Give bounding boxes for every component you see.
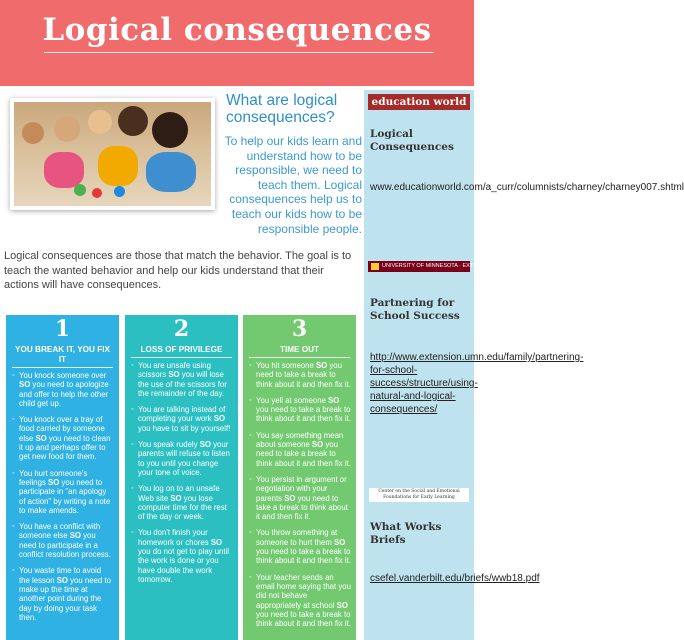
link-csefel-brief[interactable]: csefel.vanderbilt.edu/briefs/wwb18.pdf: [370, 573, 540, 584]
sidebar-heading-logical-consequences: Logical Consequences: [370, 128, 454, 153]
umn-m-icon: [371, 263, 379, 270]
list-item: ◦ You knock someone over SO you need to apologize and offer to help the other child get up.: [13, 371, 114, 408]
intro-paragraph: Logical consequences are those that match the behavior. The goal is to teach the wanted behavior and help our kids understand that their actions will have consequences.: [4, 250, 352, 291]
children-photo: [10, 98, 215, 210]
column-number: 3: [291, 316, 308, 342]
sidebar-heading-what-works: What Works Briefs: [370, 521, 442, 546]
list-item: ◦ You yell at someone SO you need to take a break to think about it and then fix it.: [250, 396, 351, 424]
list-item: ◦ You persist in argument or negotiation with your parents SO you need to take a break to think about it and then fix it.: [250, 475, 351, 521]
list-item: ◦ You have a conflict with someone else SO you need to participate in a conflict resolution process.: [13, 522, 114, 559]
column-number: 1: [54, 316, 71, 342]
column-time-out: [243, 315, 356, 640]
list-item: ◦ You knock over a tray of food carried by someone else SO you need to clean it up and perhaps offer to get new food for them.: [13, 415, 114, 461]
list-item: ◦ You are talking instead of completing your work SO you have to sit by yourself!: [132, 405, 233, 433]
page-title: Logical consequences: [42, 12, 432, 48]
list-item: ◦ You waste time to avoid the lesson SO you need to make up the time at another point during the day by doing your task then.: [13, 566, 114, 622]
list-item: ◦ You say something mean about someone SO you need to take a break to think about it and then fix it.: [250, 431, 351, 468]
column-list: [243, 361, 356, 628]
umn-extension-logo: UNIVERSITY OF MINNESOTA · EXTENSION: [368, 261, 470, 272]
photo-children-playing: [14, 102, 211, 206]
column-heading: TIME OUT: [249, 345, 350, 358]
header-banner: [0, 0, 474, 86]
column-heading: LOSS OF PRIVILEGE: [131, 345, 232, 358]
column-number: 2: [173, 316, 190, 342]
column-loss-of-privilege: [125, 315, 238, 640]
list-item: ◦ You are unsafe using scissors SO you will lose the use of the scissors for the remainder of the day.: [132, 361, 233, 398]
column-heading: YOU BREAK IT, YOU FIX IT: [12, 345, 113, 368]
column-you-break-it: [6, 315, 119, 640]
list-item: ◦ You log on to an unsafe Web site SO you lose computer time for the rest of the day or week.: [132, 484, 233, 521]
link-umn-extension[interactable]: http://www.extension.umn.edu/family/partnering-for-school-success/structure/using-natural-and-logical-consequences/: [370, 352, 584, 415]
education-world-logo: education world: [368, 94, 470, 110]
header-divider: [44, 52, 434, 53]
column-list: [125, 361, 238, 584]
list-item: ◦ You hit someone SO you need to take a break to think about it and then fix it.: [250, 361, 351, 389]
link-education-world[interactable]: www.educationworld.com/a_curr/columnists/charney/charney007.shtml: [370, 182, 684, 193]
list-item: ◦ Your teacher sends an email home saying that you did not behave appropriately at school SO you need to take a break to think about it and then fix it.: [250, 573, 351, 629]
sidebar-heading-partnering: Partnering for School Success: [370, 297, 460, 322]
list-item: ◦ You speak rudely SO your parents will refuse to listen to you until you change your tone of voice.: [132, 440, 233, 477]
what-are-body: To help our kids learn and understand how to be responsible, we need to teach them. Logical consequences help us to teach our kids how to be responsible people.: [224, 134, 362, 236]
csefel-logo: Center on the Social and Emotional Foundations for Early Learning: [369, 488, 469, 502]
column-list: [6, 371, 119, 622]
what-are-heading: What are logical consequences?: [226, 92, 338, 126]
list-item: ◦ You don't finish your homework or chores SO you do not get to play until the work is done or you have double the work tomorrow.: [132, 528, 233, 584]
list-item: ◦ You hurt someone's feelings SO you need to participate in "an apology of action" by writing a note to make amends.: [13, 469, 114, 515]
list-item: ◦ You throw something at someone to hurt them SO you need to take a break to think about it and then fix it.: [250, 528, 351, 565]
